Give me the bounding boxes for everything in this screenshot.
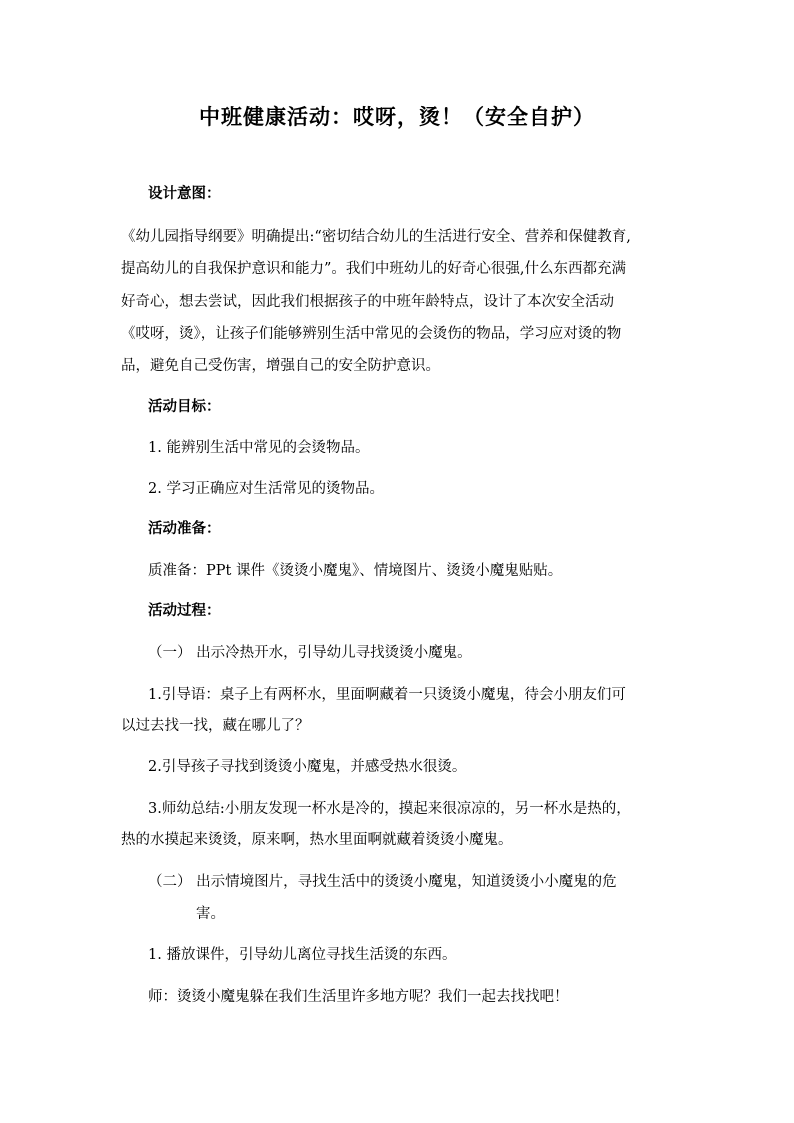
goals-heading: 活动目标： [148,399,221,415]
goal-item-2: 2. 学习正确应对生活常见的烫物品。 [148,481,384,497]
goal-item-1: 1. 能辨别生活中常见的会烫物品。 [148,440,370,456]
process-step2-title-line2: 害。 [196,906,225,922]
process-step1-item1-line2: 以过去找一找，藏在哪儿了？ [121,718,310,734]
preparation-heading: 活动准备： [148,521,221,537]
design-intent-heading: 设计意图： [148,186,221,202]
design-intent-line-4: 《哎呀，烫》，让孩子们能够辨别生活中常见的会烫伤的物品，学习应对烫的物 [121,326,622,342]
process-teacher-line: 师：烫烫小魔鬼躲在我们生活里许多地方呢？我们一起去找找吧！ [148,989,569,1005]
design-intent-line-3: 好奇心，想去尝试，因此我们根据孩子的中班年龄特点，设计了本次安全活动 [121,294,614,310]
process-step1-item3-line1: 3.师幼总结:小朋友发现一杯水是冷的，摸起来很凉凉的，另一杯水是热的， [148,801,631,817]
design-intent-line-2: 提高幼儿的自我保护意识和能力”。我们中班幼儿的好奇心很强,什么东西都充满 [121,261,627,277]
design-intent-line-1: 《幼儿园指导纲要》明确提出:“密切结合幼儿的生活进行安全、营养和保健教育, [121,229,631,245]
process-step1-title: （一） 出示冷热开水，引导幼儿寻找烫烫小魔鬼。 [148,645,472,661]
document-title: 中班健康活动：哎呀，烫！（安全自护） [199,105,595,129]
process-step1-item2: 2.引导孩子寻找到烫烫小魔鬼，并感受热水很烫。 [148,759,467,775]
preparation-text: 质准备：PPt 课件《烫烫小魔鬼》、情境图片、烫烫小魔鬼贴贴。 [148,563,563,579]
design-intent-line-5: 品，避免自己受伤害，增强自己的安全防护意识。 [121,358,440,374]
process-heading: 活动过程： [148,603,221,619]
process-step1-item3-line2: 热的水摸起来烫烫，原来啊，热水里面啊就藏着烫烫小魔鬼。 [121,832,513,848]
process-step1-item1-line1: 1.引导语：桌子上有两杯水，里面啊藏着一只烫烫小魔鬼，待会小朋友们可 [148,687,626,703]
process-step2-item1: 1. 播放课件，引导幼儿离位寻找生活烫的东西。 [148,947,457,963]
process-step2-title-line1: （二） 出示情境图片，寻找生活中的烫烫小魔鬼，知道烫烫小小魔鬼的危 [148,874,617,890]
